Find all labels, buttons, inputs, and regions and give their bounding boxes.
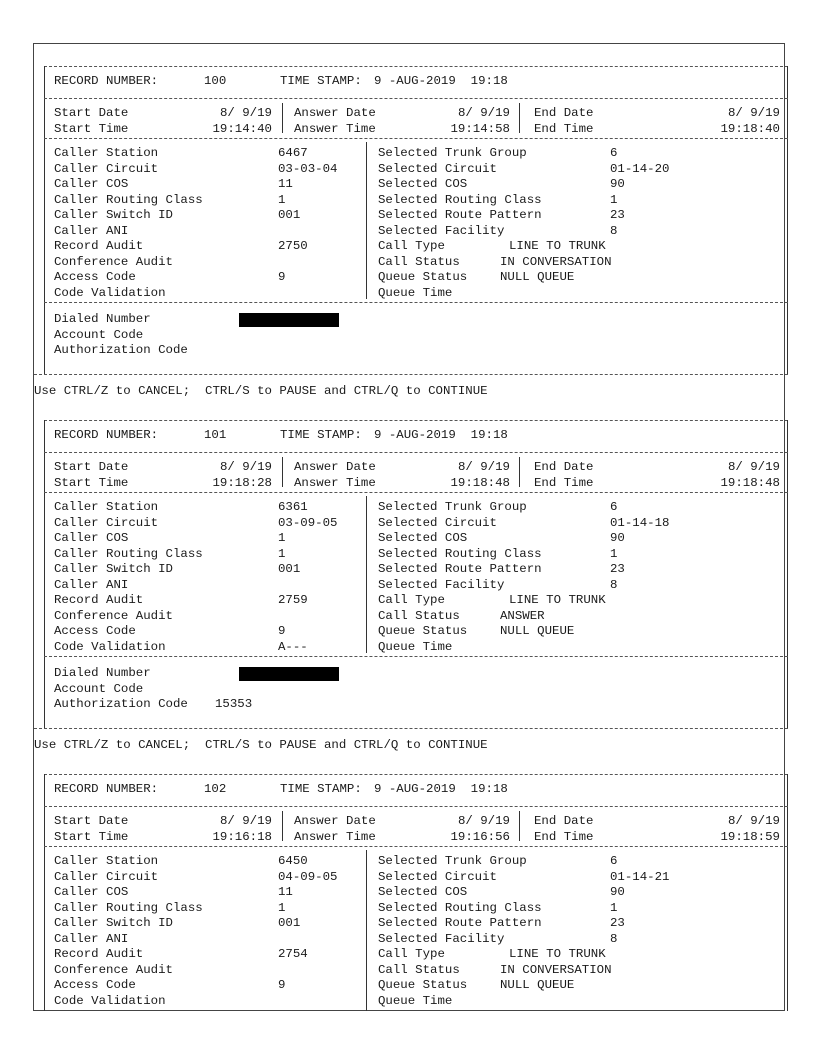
divider xyxy=(44,846,788,847)
end-date-label: End Date xyxy=(534,460,594,474)
caller-switch-id-label: Caller Switch ID xyxy=(54,208,173,222)
start-time-label: Start Time xyxy=(54,476,129,490)
start-date: 8/ 9/19 xyxy=(219,460,272,474)
time-stamp: 9 -AUG-2019 19:18 xyxy=(374,428,508,442)
call-status: IN CONVERSATION xyxy=(500,254,612,269)
time-stamp: 9 -AUG-2019 19:18 xyxy=(374,74,508,88)
conference-audit-label: Conference Audit xyxy=(54,254,173,269)
call-status: ANSWER xyxy=(500,608,545,623)
caller-routing-class-label: Caller Routing Class xyxy=(54,900,203,915)
time-stamp-label: TIME STAMP: xyxy=(280,782,362,796)
caller-ani-label: Caller ANI xyxy=(54,931,129,946)
access-code-label: Access Code xyxy=(54,624,136,638)
caller-circuit: 03-09-05 xyxy=(278,515,338,530)
access-code-label: Access Code xyxy=(54,270,136,284)
time-stamp-label: TIME STAMP: xyxy=(280,74,362,88)
caller-circuit: 03-03-04 xyxy=(278,161,338,176)
selected-routing-class-label: Selected Routing Class xyxy=(378,900,542,915)
caller-routing-class-label: Caller Routing Class xyxy=(54,546,203,561)
start-time: 19:16:18 xyxy=(212,830,272,844)
answer-date-label: Answer Date xyxy=(294,814,376,828)
divider xyxy=(44,656,788,657)
queue-status-label: Queue Status xyxy=(378,978,468,992)
call-type-label: Call Type xyxy=(378,593,445,607)
selected-routing-class: 1 xyxy=(610,192,618,207)
divider xyxy=(44,98,788,99)
access-code: 9 xyxy=(278,978,286,992)
call-type-label: Call Type xyxy=(378,947,445,961)
end-date: 8/ 9/19 xyxy=(727,814,780,828)
record-number: 102 xyxy=(204,782,227,796)
selected-facility-label: Selected Facility xyxy=(378,931,505,946)
dialed-number-label: Dialed Number xyxy=(54,312,151,326)
selected-cos-label: Selected COS xyxy=(378,531,468,545)
start-time-label: Start Time xyxy=(54,830,129,844)
start-date-label: Start Date xyxy=(54,460,129,474)
selected-facility-label: Selected Facility xyxy=(378,577,505,592)
start-date-label: Start Date xyxy=(54,814,129,828)
end-time: 19:18:40 xyxy=(720,122,780,136)
time-stamp: 9 -AUG-2019 19:18 xyxy=(374,782,508,796)
redacted-dialed-number xyxy=(239,667,339,681)
caller-cos: 1 xyxy=(278,531,286,545)
queue-status: NULL QUEUE xyxy=(500,270,575,284)
answer-time: 19:18:48 xyxy=(450,476,510,490)
caller-routing-class: 1 xyxy=(278,192,286,207)
selected-facility-label: Selected Facility xyxy=(378,223,505,238)
call-type: LINE TO TRUNK xyxy=(509,947,606,961)
record-number-label: RECORD NUMBER: xyxy=(54,428,159,442)
queue-time-label: Queue Time xyxy=(378,639,453,654)
record-audit-label: Record Audit xyxy=(54,947,144,961)
start-time: 19:18:28 xyxy=(212,476,272,490)
call-type: LINE TO TRUNK xyxy=(509,239,606,253)
end-time: 19:18:59 xyxy=(720,830,780,844)
divider xyxy=(34,728,788,729)
selected-route-pattern: 23 xyxy=(610,562,625,576)
queue-time-label: Queue Time xyxy=(378,285,453,300)
column-separator xyxy=(519,103,520,133)
call-record-100 xyxy=(44,66,788,408)
start-date: 8/ 9/19 xyxy=(219,106,272,120)
selected-route-pattern: 23 xyxy=(610,916,625,930)
call-type-label: Call Type xyxy=(378,239,445,253)
selected-circuit-label: Selected Circuit xyxy=(378,869,497,884)
caller-station-label: Caller Station xyxy=(54,146,159,160)
selected-route-pattern-label: Selected Route Pattern xyxy=(378,562,542,576)
end-time-label: End Time xyxy=(534,122,594,136)
end-date-label: End Date xyxy=(534,814,594,828)
answer-time: 19:16:56 xyxy=(450,830,510,844)
start-date: 8/ 9/19 xyxy=(219,814,272,828)
queue-status: NULL QUEUE xyxy=(500,978,575,992)
end-time: 19:18:48 xyxy=(720,476,780,490)
selected-route-pattern-label: Selected Route Pattern xyxy=(378,208,542,222)
call-type: LINE TO TRUNK xyxy=(509,593,606,607)
redacted-dialed-number xyxy=(239,313,339,327)
selected-routing-class-label: Selected Routing Class xyxy=(378,546,542,561)
record-audit: 2750 xyxy=(278,239,308,253)
access-code: 9 xyxy=(278,270,286,284)
record-audit-label: Record Audit xyxy=(54,239,144,253)
divider xyxy=(44,66,788,67)
authorization-code-label: Authorization Code xyxy=(54,343,188,357)
right-border xyxy=(787,774,788,1011)
code-validation: A--- xyxy=(278,639,308,654)
answer-date-label: Answer Date xyxy=(294,106,376,120)
conference-audit-label: Conference Audit xyxy=(54,608,173,623)
caller-ani-label: Caller ANI xyxy=(54,577,129,592)
end-time-label: End Time xyxy=(534,830,594,844)
selected-routing-class: 1 xyxy=(610,546,618,561)
caller-cos-label: Caller COS xyxy=(54,177,129,191)
divider xyxy=(34,374,788,375)
divider xyxy=(44,492,788,493)
code-validation-label: Code Validation xyxy=(54,285,166,300)
caller-switch-id-label: Caller Switch ID xyxy=(54,562,173,576)
caller-circuit-label: Caller Circuit xyxy=(54,515,159,530)
selected-route-pattern-label: Selected Route Pattern xyxy=(378,916,542,930)
record-audit: 2759 xyxy=(278,593,308,607)
right-border xyxy=(787,66,788,374)
column-separator xyxy=(282,103,283,133)
selected-circuit-label: Selected Circuit xyxy=(378,515,497,530)
column-separator xyxy=(366,850,367,1011)
caller-circuit: 04-09-05 xyxy=(278,869,338,884)
call-record-102 xyxy=(44,774,788,1011)
selected-cos: 90 xyxy=(610,885,625,899)
dialed-number-label: Dialed Number xyxy=(54,666,151,680)
left-border xyxy=(44,774,45,1011)
selected-facility: 8 xyxy=(610,223,618,238)
caller-switch-id: 001 xyxy=(278,208,301,222)
selected-circuit: 01-14-21 xyxy=(610,869,670,884)
caller-switch-id: 001 xyxy=(278,562,301,576)
selected-cos: 90 xyxy=(610,531,625,545)
record-number-label: RECORD NUMBER: xyxy=(54,782,159,796)
record-number: 100 xyxy=(204,74,227,88)
caller-station: 6361 xyxy=(278,500,308,514)
selected-trunk-group: 6 xyxy=(610,146,618,160)
divider xyxy=(44,420,788,421)
divider xyxy=(44,138,788,139)
end-date-label: End Date xyxy=(534,106,594,120)
answer-date: 8/ 9/19 xyxy=(457,460,510,474)
column-separator xyxy=(366,142,367,299)
answer-date-label: Answer Date xyxy=(294,460,376,474)
selected-cos: 90 xyxy=(610,177,625,191)
selected-facility: 8 xyxy=(610,577,618,592)
call-status-label: Call Status xyxy=(378,962,460,977)
column-separator xyxy=(519,811,520,841)
control-prompt: Use CTRL/Z to CANCEL; CTRL/S to PAUSE and CTRL/Q to CONTINUE xyxy=(34,384,488,398)
column-separator xyxy=(282,457,283,487)
terminal-printout xyxy=(33,43,785,1011)
code-validation-label: Code Validation xyxy=(54,993,166,1008)
selected-routing-class: 1 xyxy=(610,900,618,915)
answer-date: 8/ 9/19 xyxy=(457,814,510,828)
call-status: IN CONVERSATION xyxy=(500,962,612,977)
record-number-label: RECORD NUMBER: xyxy=(54,74,159,88)
record-number: 101 xyxy=(204,428,227,442)
caller-cos-label: Caller COS xyxy=(54,885,129,899)
divider xyxy=(44,806,788,807)
start-time: 19:14:40 xyxy=(212,122,272,136)
selected-circuit: 01-14-20 xyxy=(610,161,670,176)
caller-circuit-label: Caller Circuit xyxy=(54,869,159,884)
answer-time-label: Answer Time xyxy=(294,122,376,136)
column-separator xyxy=(282,811,283,841)
answer-time-label: Answer Time xyxy=(294,476,376,490)
column-separator xyxy=(366,496,367,653)
account-code-label: Account Code xyxy=(54,327,144,342)
call-status-label: Call Status xyxy=(378,254,460,269)
selected-facility: 8 xyxy=(610,931,618,946)
divider xyxy=(44,774,788,775)
conference-audit-label: Conference Audit xyxy=(54,962,173,977)
selected-cos-label: Selected COS xyxy=(378,177,468,191)
right-border xyxy=(787,420,788,728)
queue-status-label: Queue Status xyxy=(378,624,468,638)
caller-routing-class: 1 xyxy=(278,900,286,915)
call-status-label: Call Status xyxy=(378,608,460,623)
start-date-label: Start Date xyxy=(54,106,129,120)
caller-routing-class-label: Caller Routing Class xyxy=(54,192,203,207)
divider xyxy=(44,452,788,453)
selected-circuit: 01-14-18 xyxy=(610,515,670,530)
end-time-label: End Time xyxy=(534,476,594,490)
caller-station-label: Caller Station xyxy=(54,854,159,868)
left-border xyxy=(44,66,45,374)
access-code-label: Access Code xyxy=(54,978,136,992)
caller-ani-label: Caller ANI xyxy=(54,223,129,238)
caller-routing-class: 1 xyxy=(278,546,286,561)
queue-status-label: Queue Status xyxy=(378,270,468,284)
selected-trunk-group: 6 xyxy=(610,854,618,868)
answer-time: 19:14:58 xyxy=(450,122,510,136)
queue-status: NULL QUEUE xyxy=(500,624,575,638)
selected-circuit-label: Selected Circuit xyxy=(378,161,497,176)
end-date: 8/ 9/19 xyxy=(727,106,780,120)
selected-trunk-group-label: Selected Trunk Group xyxy=(378,500,527,514)
selected-trunk-group-label: Selected Trunk Group xyxy=(378,854,527,868)
selected-trunk-group-label: Selected Trunk Group xyxy=(378,146,527,160)
caller-cos: 11 xyxy=(278,177,293,191)
control-prompt: Use CTRL/Z to CANCEL; CTRL/S to PAUSE and CTRL/Q to CONTINUE xyxy=(34,738,488,752)
call-record-101 xyxy=(44,420,788,762)
selected-cos-label: Selected COS xyxy=(378,885,468,899)
column-separator xyxy=(519,457,520,487)
end-date: 8/ 9/19 xyxy=(727,460,780,474)
queue-time-label: Queue Time xyxy=(378,993,453,1008)
caller-switch-id-label: Caller Switch ID xyxy=(54,916,173,930)
selected-routing-class-label: Selected Routing Class xyxy=(378,192,542,207)
divider xyxy=(44,302,788,303)
answer-time-label: Answer Time xyxy=(294,830,376,844)
code-validation-label: Code Validation xyxy=(54,639,166,654)
authorization-code: 15353 xyxy=(215,697,253,711)
authorization-code-label: Authorization Code xyxy=(54,697,188,711)
record-audit: 2754 xyxy=(278,947,308,961)
caller-station: 6467 xyxy=(278,146,308,160)
time-stamp-label: TIME STAMP: xyxy=(280,428,362,442)
caller-station-label: Caller Station xyxy=(54,500,159,514)
caller-circuit-label: Caller Circuit xyxy=(54,161,159,176)
answer-date: 8/ 9/19 xyxy=(457,106,510,120)
account-code-label: Account Code xyxy=(54,681,144,696)
left-border xyxy=(44,420,45,728)
caller-cos: 11 xyxy=(278,885,293,899)
caller-station: 6450 xyxy=(278,854,308,868)
caller-switch-id: 001 xyxy=(278,916,301,930)
selected-trunk-group: 6 xyxy=(610,500,618,514)
start-time-label: Start Time xyxy=(54,122,129,136)
caller-cos-label: Caller COS xyxy=(54,531,129,545)
record-audit-label: Record Audit xyxy=(54,593,144,607)
access-code: 9 xyxy=(278,624,286,638)
selected-route-pattern: 23 xyxy=(610,208,625,222)
